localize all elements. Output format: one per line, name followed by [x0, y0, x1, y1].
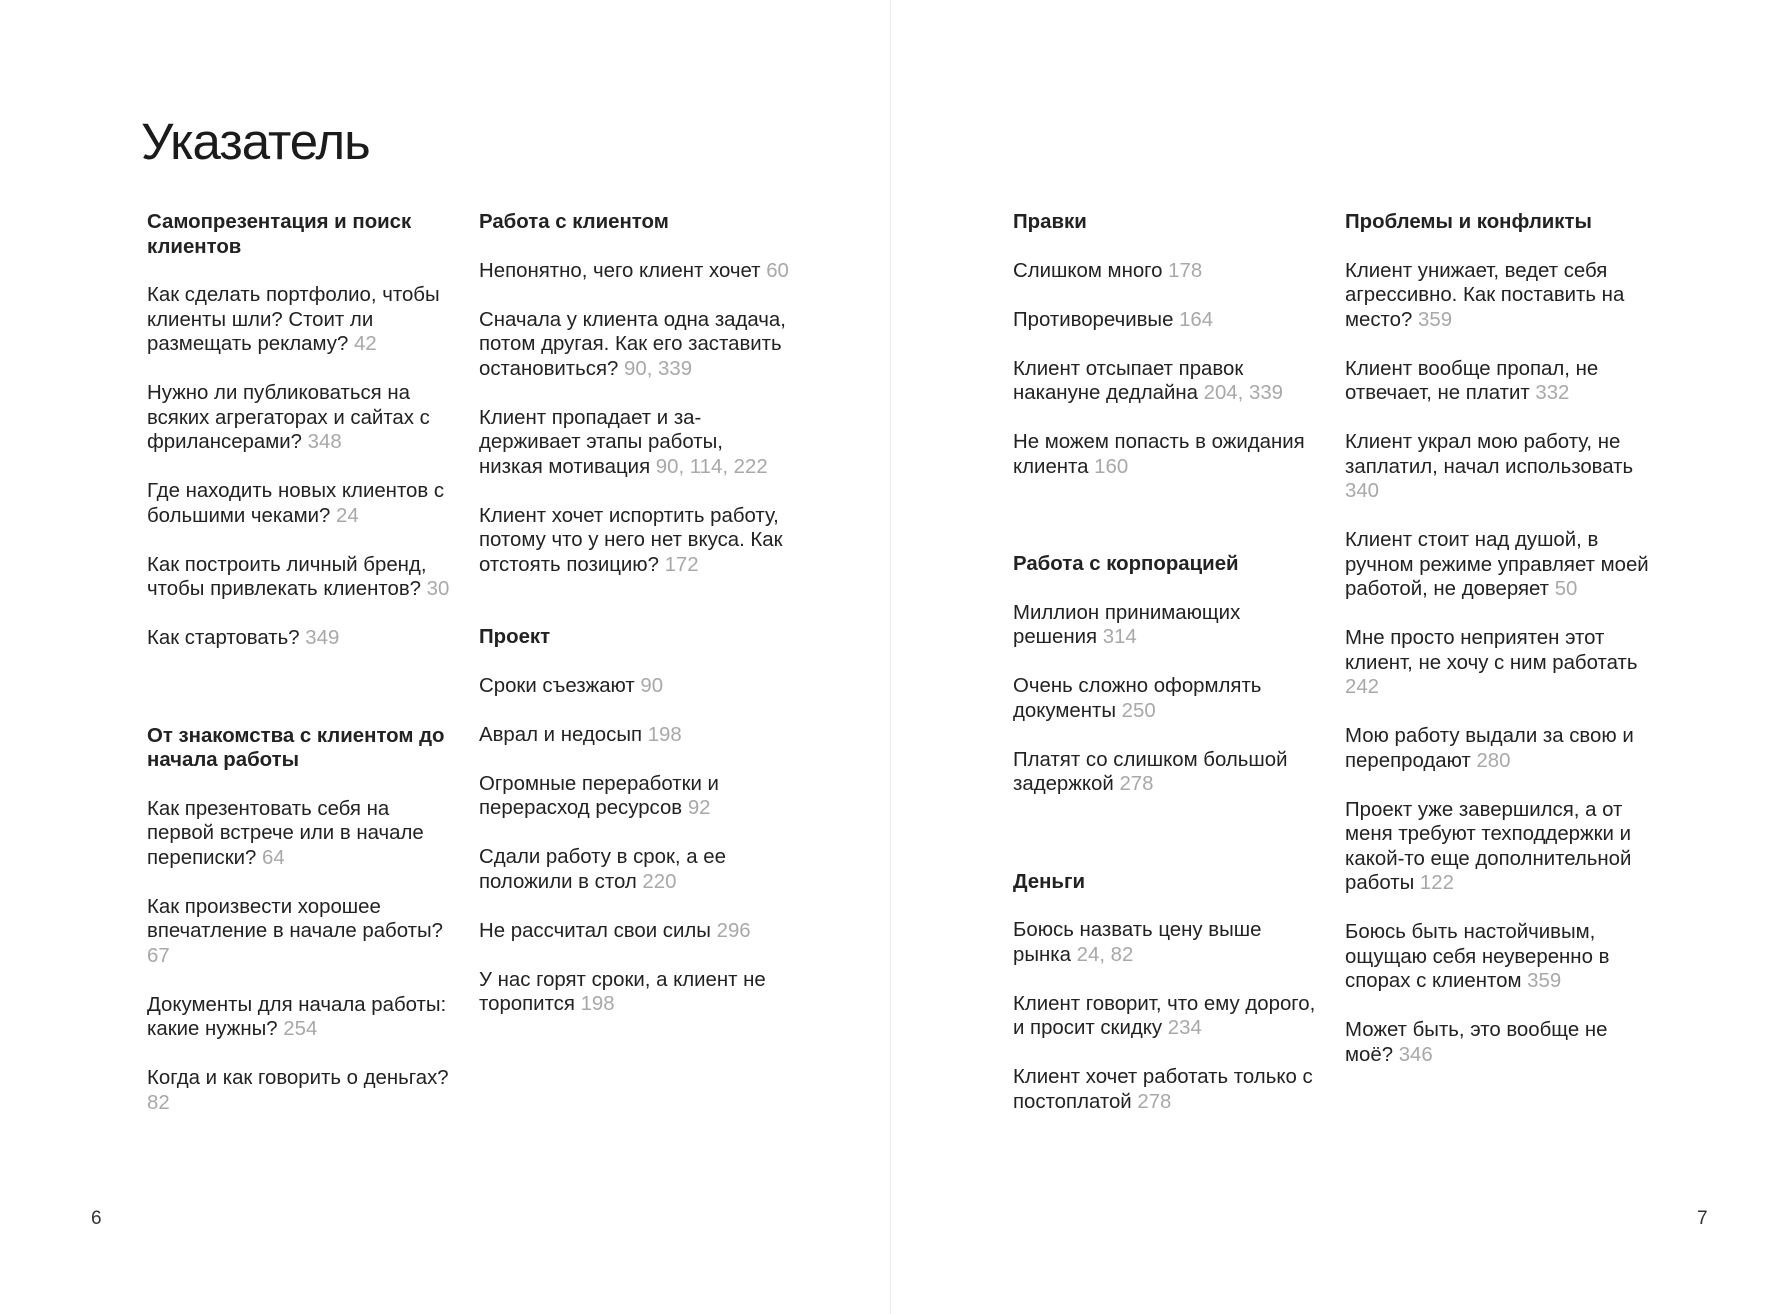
- page-ref: 122: [1419, 872, 1454, 894]
- index-entry: Клиент хочет работать только с постоплатой 278: [1013, 1066, 1313, 1113]
- page-ref: 254: [283, 1018, 318, 1040]
- page-ref: 278: [1119, 773, 1154, 795]
- left-page: [0, 0, 890, 1314]
- page-ref: 359: [1527, 970, 1562, 992]
- index-entry: Когда и как говорить о деньгах? 82: [147, 1067, 449, 1114]
- index-entry: Боюсь назвать цену выше рынка 24, 82: [1013, 919, 1262, 966]
- page-ref: 346: [1398, 1043, 1433, 1066]
- page-ref: 278: [1137, 1090, 1172, 1113]
- index-column: [479, 210, 789, 1065]
- page-ref: 67: [147, 944, 170, 967]
- index-section: [1013, 552, 1323, 797]
- page-ref: 280: [1476, 749, 1511, 772]
- index-entry: Клиент говорит, что ему дорого, и просит скидку 234: [1013, 992, 1316, 1039]
- page-ref: 24: [336, 504, 359, 527]
- page-ref: 359: [1418, 308, 1453, 331]
- page-title: Указатель: [141, 113, 370, 170]
- index-entry: Клиент хочет испортить работу, потому что у него нет вкуса. Как отстоять позицию? 172: [479, 504, 783, 576]
- index-entry: Нужно ли публиковаться на всяких агрегаторах и сайтах с фрилансерами? 348: [147, 382, 430, 453]
- index-entry: Не можем попасть в ожидания клиента 160: [1013, 431, 1305, 478]
- index-entry: Клиент стоит над душой, в ручном режиме управляет моей работой, не доверяет 50: [1345, 529, 1649, 600]
- page-ref: 348: [307, 431, 342, 453]
- page-number: 6: [91, 1208, 102, 1229]
- page-ref: 90, 114, 222: [655, 455, 768, 478]
- page-ref: 296: [716, 919, 751, 942]
- index-entry: Клиент унижает, ведет себя агрессивно. Как поставить на место? 359: [1345, 259, 1625, 331]
- page-ref: 90: [640, 674, 664, 697]
- index-section: [479, 210, 789, 577]
- index-entry: Как построить личный бренд, чтобы привлекать клиентов? 30: [147, 553, 450, 600]
- page-ref: 220: [642, 870, 677, 893]
- index-entry: Проект уже завершился, а от меня требуют техподдержки и какой-то еще дополнительной работы 122: [1345, 798, 1632, 894]
- index-entry: Документы для начала работы: какие нужны? 254: [147, 993, 447, 1040]
- index-section: [1013, 210, 1323, 479]
- page-ref: 340: [1345, 480, 1380, 502]
- page-ref: 164: [1179, 308, 1214, 331]
- index-section: [1013, 870, 1323, 1115]
- index-entry: Противоречивые 164: [1013, 308, 1214, 331]
- page-ref: 50: [1554, 578, 1578, 600]
- index-entry: Клиент вообще пропал, не отвечает, не платит 332: [1345, 357, 1599, 404]
- page-ref: 314: [1102, 626, 1137, 648]
- page-ref: 60: [766, 259, 789, 282]
- index-entry: Как произвести хорошее впечатление в начале работы? 67: [147, 895, 443, 967]
- index-entry: Слишком много 178: [1013, 259, 1203, 282]
- index-entry: Платят со слишком большой задержкой 278: [1013, 748, 1288, 795]
- page-ref: 250: [1121, 699, 1156, 722]
- page-ref: 90, 339: [624, 357, 693, 380]
- page-ref: 30: [426, 578, 450, 600]
- index-entry: Мне просто неприятен этот клиент, не хочу с ним работать 242: [1345, 627, 1638, 698]
- section-heading: Деньги: [1013, 870, 1085, 893]
- index-entry: Сначала у клиента одна задача, потом другая. Как его заставить остановиться? 90, 339: [479, 308, 786, 380]
- section-heading: Работа с клиентом: [479, 211, 669, 233]
- index-section: [147, 210, 457, 651]
- index-column: [147, 210, 457, 1163]
- index-entry: Клиент отсыпает правок накануне дедлайна 204, 339: [1013, 357, 1283, 404]
- right-page: [891, 0, 1782, 1314]
- index-entry: Может быть, это вообще не моё? 346: [1345, 1019, 1608, 1066]
- index-entry: Как стартовать? 349: [147, 627, 340, 649]
- index-entry: Где находить новых клиентов с большими чеками? 24: [147, 480, 445, 527]
- index-entry: Очень сложно оформлять документы 250: [1013, 675, 1262, 722]
- page-ref: 242: [1345, 676, 1380, 698]
- page-ref: 42: [353, 333, 377, 355]
- index-entry: Как презентовать себя на первой встрече или в начале переписки? 64: [147, 797, 424, 869]
- page-ref: 198: [647, 723, 682, 746]
- page-ref: 332: [1535, 382, 1570, 404]
- index-entry: Огромные переработки и перерасход ресурсов 92: [479, 772, 719, 819]
- index-entry: Сроки съезжают 90: [479, 674, 664, 697]
- index-section: [1345, 210, 1655, 1067]
- page-ref: 234: [1167, 1017, 1202, 1039]
- page-ref: 64: [262, 846, 285, 869]
- page-ref: 178: [1168, 259, 1203, 282]
- index-entry: Непонятно, чего клиент хочет 60: [479, 259, 789, 282]
- index-entry: Боюсь быть настойчивым, ощущаю себя неуверенно в спорах с клиентом 359: [1345, 921, 1610, 992]
- index-entry: Как сделать портфолио, чтобы клиенты шли? Стоит ли размещать рекламу? 42: [147, 284, 440, 355]
- page-ref: 198: [580, 993, 615, 1015]
- index-entry: Сдали работу в срок, а ее положили в стол 220: [479, 846, 726, 893]
- section-heading: Правки: [1013, 211, 1087, 233]
- index-column: [1013, 210, 1323, 1162]
- section-heading: От знакомства с клиентом до начала работы: [147, 724, 445, 771]
- page-ref: 172: [664, 553, 699, 576]
- page-ref: 82: [147, 1091, 170, 1114]
- section-heading: Проект: [479, 626, 551, 648]
- index-entry: Миллион принимающих решения 314: [1013, 601, 1241, 648]
- index-entry: У нас горят сроки, а клиент не торопится 198: [479, 968, 766, 1015]
- page-ref: 24, 82: [1076, 943, 1134, 966]
- index-column: [1345, 210, 1655, 1115]
- index-entry: Аврал и недосып 198: [479, 723, 682, 746]
- index-entry: Клиент украл мою работу, не заплатил, начал использовать 340: [1345, 431, 1634, 502]
- index-section: [147, 724, 457, 1116]
- page-ref: 204, 339: [1203, 382, 1283, 404]
- section-heading: Самопрезентация и поиск клиентов: [147, 211, 412, 258]
- page-ref: 92: [687, 797, 711, 819]
- index-section: [479, 625, 789, 1017]
- index-entry: Не рассчитал свои силы 296: [479, 919, 751, 942]
- page-number: 7: [1697, 1208, 1708, 1229]
- page-ref: 349: [305, 627, 340, 649]
- section-heading: Работа с корпорацией: [1013, 553, 1239, 575]
- index-entry: Мою работу выдали за свою и перепродают 280: [1345, 725, 1634, 772]
- page-ref: 160: [1094, 455, 1129, 478]
- index-entry: Клиент пропадает и задерживает этапы работы, низкая мотивация 90, 114, 222: [479, 406, 768, 478]
- section-heading: Проблемы и конфликты: [1345, 211, 1592, 233]
